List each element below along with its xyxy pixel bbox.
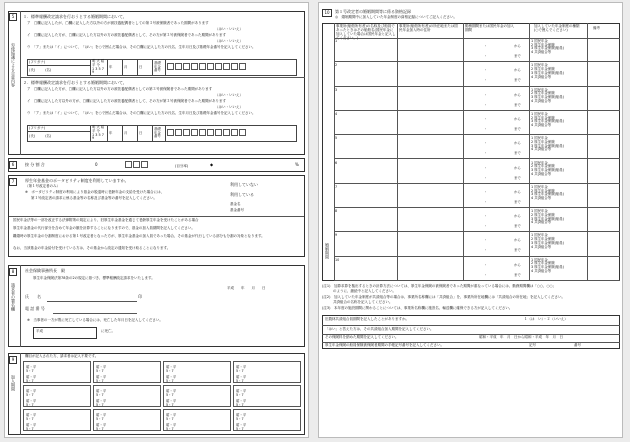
period-era-from: 昭・平 xyxy=(26,413,37,417)
footer-q3-range[interactable]: 昭和・平成 年 月 日から昭和・平成 年 月 日 xyxy=(479,335,563,339)
record-plan-options[interactable]: 1 国民年金 2 厚生年金保険 3 厚生年金保険(船員) 4 共済組合等 xyxy=(531,111,565,128)
section-8-side-label: 請求者の署名欄 xyxy=(11,283,16,311)
period-code-from: 5・7 xyxy=(236,393,244,397)
period-cell[interactable] xyxy=(93,361,161,383)
period-code-from: 5・7 xyxy=(96,369,104,373)
record-to-label: まで xyxy=(514,175,521,180)
period-code-to: 5・7 xyxy=(96,379,104,383)
section-6-box xyxy=(8,158,305,172)
period-era-to: 昭・平 xyxy=(166,423,177,427)
year-cell[interactable]: 年 xyxy=(108,60,123,76)
record-row-number: 9 xyxy=(335,233,338,238)
portability-option-yes[interactable]: 利用している xyxy=(230,192,254,197)
record-row[interactable] xyxy=(334,135,620,159)
record-to-dot: ・ xyxy=(484,199,488,204)
section-10-title: 第１号改定者の婚姻期間等に係る資格記録 xyxy=(335,9,411,14)
person-table-2 xyxy=(27,125,297,142)
name-cell[interactable]: (氏) (名) xyxy=(28,132,91,142)
record-plan-options[interactable]: 1 国民年金 2 厚生年金保険 3 厚生年金保険(船員) 4 共済組合等 xyxy=(531,87,565,103)
portability-note-1: ※ ポータビリティ制度の利用により基金の脱退時に老齢年金の支給を受けた場合には、 xyxy=(25,190,165,194)
period-cell[interactable] xyxy=(233,409,301,431)
period-era-from: 昭・平 xyxy=(236,365,247,369)
period-cell[interactable] xyxy=(163,409,231,431)
period-cell[interactable] xyxy=(23,361,91,383)
seal-mark: 印 xyxy=(138,294,142,299)
record-to-label: まで xyxy=(514,272,521,277)
period-code-from: 5・7 xyxy=(26,393,34,397)
period-cell[interactable] xyxy=(93,409,161,431)
period-era-to: 昭・平 xyxy=(26,399,37,403)
footnote-2b: 共済組合の名称を記入してください。 xyxy=(333,300,393,304)
period-code-to: 5・7 xyxy=(236,379,244,383)
section-5-side-label: 労使協議による合意内容 xyxy=(11,43,16,87)
month-cell[interactable]: 月 xyxy=(123,60,138,76)
death-note: ※ 当事者の一方が既に死亡している場合には、死亡した年月日を記入してください。 xyxy=(27,318,163,322)
left-page xyxy=(4,2,309,438)
footer-q3: その保険料を納めた期間を記入してください。 xyxy=(325,335,399,339)
period-code-to: 5・7 xyxy=(96,403,104,407)
record-row[interactable] xyxy=(334,257,620,281)
period-cell[interactable] xyxy=(233,385,301,407)
period-code-to: 5・7 xyxy=(166,427,174,431)
record-to-label: まで xyxy=(514,126,521,131)
record-row[interactable] xyxy=(334,62,620,86)
period-cell[interactable] xyxy=(23,409,91,431)
record-to-label: まで xyxy=(514,224,521,229)
record-from-dot: ・ xyxy=(484,141,488,146)
period-era-from: 昭・平 xyxy=(26,365,37,369)
period-era-from: 昭・平 xyxy=(96,365,107,369)
col-header-company: 事業所(船舶所有者)の名称及び船員であったときはその船舶名(国民年金に加入していた場合は国民年金と記入してください。) xyxy=(336,24,396,40)
record-from-dot: ・ xyxy=(484,214,488,219)
portability-option-no[interactable]: 利用していない xyxy=(230,182,258,187)
office-addressee: 社会保険事務所長 殿 xyxy=(25,268,65,273)
section-7-tag: 7 xyxy=(9,178,17,186)
period-era-from: 昭・平 xyxy=(166,365,177,369)
period-era-to: 昭・平 xyxy=(236,375,247,379)
q2-a: ア □欄に記入した方が、□欄に記入した方以外の方の被扶養配偶者としての第３号被保険者であった期間があります xyxy=(27,87,213,91)
period-code-from: 5・7 xyxy=(166,417,174,421)
section-9-tag: 9 xyxy=(9,356,17,364)
portability-para-2: 厚生年金基金の代行部分を含めて年金の額を計算することになりますので、基金の加入員期間を記入してください。 xyxy=(13,226,195,230)
footer-q4-number[interactable]: 番号 xyxy=(574,343,581,347)
period-era-from: 昭・平 xyxy=(26,389,37,393)
period-code-from: 5・7 xyxy=(166,369,174,373)
period-era-from: 昭・平 xyxy=(236,413,247,417)
period-era-from: 昭・平 xyxy=(166,389,177,393)
record-row-number: 2 xyxy=(335,63,338,68)
q2-c: ウ 「ア」または「イ」について、「はい」を○で囲んだ場合は、その□欄に記入した方の氏名、生年月日及び基礎年金番号を記入してください。 xyxy=(27,111,256,115)
record-row[interactable] xyxy=(334,208,620,232)
phone-label: 電 話 番 号 xyxy=(25,306,45,311)
col-header-plan: 加入していた年金制度の種類(○で囲んでください) xyxy=(534,24,580,32)
split-ratio-mark: ◆ xyxy=(210,162,214,167)
day-cell[interactable]: 日 xyxy=(138,126,153,142)
record-from-label: から xyxy=(514,189,521,194)
portability-note-2: 第１号改定者の請求に係る基金等の名称及び基金等の番号を記入してください。 xyxy=(31,196,157,200)
split-ratio-field[interactable] xyxy=(125,161,149,169)
period-era-to: 昭・平 xyxy=(96,423,107,427)
period-code-to: 5・7 xyxy=(166,403,174,407)
period-code-from: 5・7 xyxy=(236,369,244,373)
sign-date[interactable]: 平成 年 月 日 xyxy=(227,286,266,290)
period-era-from: 昭・平 xyxy=(96,389,107,393)
record-row-number: 6 xyxy=(335,160,338,165)
section-10-tag: 10 xyxy=(322,9,332,17)
footnote-1b: のように、継続中と記入してください。 xyxy=(333,289,396,293)
record-row-number: 5 xyxy=(335,136,338,141)
footer-q2: 「はい」と答えた方は、その共済組合加入期間を記入してください。 xyxy=(325,327,434,331)
period-era-to: 昭・平 xyxy=(236,399,247,403)
period-era-to: 昭・平 xyxy=(26,375,37,379)
record-from-dot: ・ xyxy=(484,116,488,121)
record-from-dot: ・ xyxy=(484,44,488,48)
record-row[interactable] xyxy=(334,160,620,184)
record-row-number: 10 xyxy=(335,257,340,262)
footnote-3: (注3) 本年度の施設期間に関わることについては、事業所名称欄に施設名、輸送欄に確保できる方が記入してください。 xyxy=(322,306,513,310)
record-plan-options[interactable]: 1 国民年金 2 厚生年金保険 3 厚生年金保険(船員) 4 共済組合等 xyxy=(531,233,565,249)
period-code-to: 5・7 xyxy=(26,403,34,407)
death-suffix: に死亡。 xyxy=(101,329,115,333)
split-ratio-zero: 0 xyxy=(95,162,98,167)
record-to-dot: ・ xyxy=(484,102,488,107)
record-to-dot: ・ xyxy=(484,126,488,131)
record-row[interactable] xyxy=(334,111,620,135)
declaration: 厚生年金保険法第78条の2の規定に基づき、標準報酬改定請求をいたします。 xyxy=(33,276,155,280)
col-header-address: 事業所(船舶所有者)の所在地または国民年金加入時の住所 xyxy=(399,24,458,32)
records-rows xyxy=(334,38,620,281)
period-cell[interactable] xyxy=(93,385,161,407)
q1-a: ア □欄に記入したが、□欄に記入した方以外の方が被扶養配偶者としての第３号被保険者であった期間があります xyxy=(27,21,209,25)
q1-a-answer[interactable]: （はい・いいえ） xyxy=(215,27,243,31)
period-grid xyxy=(23,361,303,433)
section-6-tag: 6 xyxy=(9,161,17,169)
record-to-dot: ・ xyxy=(484,175,488,180)
record-row-number: 8 xyxy=(335,209,338,214)
record-from-label: から xyxy=(514,165,521,170)
record-to-label: まで xyxy=(514,78,521,83)
col-header-note: 備考 xyxy=(593,26,600,30)
year-cell[interactable]: 年 xyxy=(108,126,123,142)
footer-q4: 厚生年金保険の船員保険被保険者期間の手帳記号番号を記入してください。 xyxy=(325,343,444,347)
record-row-number: 3 xyxy=(335,87,338,92)
record-from-label: から xyxy=(514,214,521,219)
era-cell: 明 大 昭 平 令 1 3 5 7 9 xyxy=(91,126,108,142)
record-to-dot: ・ xyxy=(484,54,488,58)
record-to-label: まで xyxy=(514,248,521,253)
fund-number-label: 基金番号 xyxy=(230,208,244,212)
record-from-label: から xyxy=(514,141,521,146)
period-era-to: 昭・平 xyxy=(96,399,107,403)
footer-q1-answer[interactable]: １（は い）・２（いいえ） xyxy=(524,317,568,321)
record-plan-options[interactable]: 1 国民年金 2 厚生年金保険 3 厚生年金保険(船員) 4 共済組合等 xyxy=(531,39,565,55)
period-cell[interactable] xyxy=(163,385,231,407)
q2-intro: ２．標準報酬改定請求を行おうとする婚姻期間において、 xyxy=(23,80,127,85)
kiso-number-field[interactable] xyxy=(166,60,297,76)
period-code-from: 5・7 xyxy=(166,393,174,397)
record-from-dot: ・ xyxy=(484,262,488,267)
q2-b-answer[interactable]: （はい・いいえ） xyxy=(215,105,243,109)
period-era-to: 昭・平 xyxy=(26,423,37,427)
record-from-label: から xyxy=(514,68,521,73)
period-cell[interactable] xyxy=(163,361,231,383)
record-from-label: から xyxy=(514,92,521,97)
col-header-period: 勤務期間または国民年金の加入期間 xyxy=(465,24,514,32)
period-cell[interactable] xyxy=(233,361,301,383)
record-to-dot: ・ xyxy=(484,151,488,156)
record-row[interactable] xyxy=(334,232,620,256)
record-row-number: 1 xyxy=(335,39,338,43)
record-from-dot: ・ xyxy=(484,189,488,194)
record-from-label: から xyxy=(514,262,521,267)
record-from-label: から xyxy=(514,44,521,48)
split-ratio-label: 按 分 割 合 xyxy=(25,162,45,167)
period-era-to: 昭・平 xyxy=(236,423,247,427)
period-code-from: 5・7 xyxy=(26,369,34,373)
record-to-label: まで xyxy=(514,102,521,107)
record-plan-options[interactable]: 1 国民年金 2 厚生年金保険 3 厚生年金保険(船員) 4 共済組合等 xyxy=(531,63,565,79)
q2-a-answer[interactable]: （はい・いいえ） xyxy=(215,93,243,97)
day-cell[interactable]: 日 xyxy=(138,60,153,76)
period-code-to: 5・7 xyxy=(26,427,34,431)
section-5-tag: 5 xyxy=(9,13,17,21)
period-code-to: 5・7 xyxy=(236,427,244,431)
record-to-dot: ・ xyxy=(484,224,488,229)
q1-b: イ □欄に記入した方が、□欄に記入した方以外の方の被扶養配偶者として、その方が第３号被保険者であった期間があります xyxy=(27,33,227,37)
portability-para-3: 離婚時の厚生年金の分割制度における第１号改定者となった方が、厚生年金基金の加入員であった場合、その基金が代行している部分も分割の対象となります。 xyxy=(13,234,265,238)
record-to-label: まで xyxy=(514,54,521,58)
record-plan-options[interactable]: 1 国民年金 2 厚生年金保険 3 厚生年金保険(船員) 4 共済組合等 xyxy=(531,257,565,273)
period-code-to: 5・7 xyxy=(96,427,104,431)
record-plan-options[interactable]: 1 国民年金 2 厚生年金保険 3 厚生年金保険(船員) 4 共済組合等 xyxy=(531,136,565,152)
right-page xyxy=(318,2,623,438)
death-era: 平成 xyxy=(36,329,43,333)
record-row-number: 4 xyxy=(335,111,338,116)
portability-para-4: なお、当該基金の年金給付を受けている方は、その基金から改定の通知を受け取ることになります。 xyxy=(13,246,171,250)
record-from-dot: ・ xyxy=(484,92,488,97)
split-ratio-pct: % xyxy=(295,162,299,167)
period-era-from: 昭・平 xyxy=(166,413,177,417)
record-from-dot: ・ xyxy=(484,238,488,243)
section-9-header: 欄目が記入された方、請求者は記入不要です。 xyxy=(25,354,99,358)
record-row[interactable] xyxy=(334,184,620,208)
portability-para-1: 国民年金法等の一部を改正する法律附則の規定により、旧厚生年金基金を通じて老齢厚生年金を受けたことがある場合 xyxy=(13,218,199,222)
record-row[interactable] xyxy=(334,38,620,62)
record-row[interactable] xyxy=(334,87,620,111)
portability-sub: （第１号改定者のみ） xyxy=(25,184,60,188)
period-era-to: 昭・平 xyxy=(166,399,177,403)
period-era-from: 昭・平 xyxy=(96,413,107,417)
period-code-from: 5・7 xyxy=(96,393,104,397)
period-code-to: 5・7 xyxy=(236,403,244,407)
record-from-dot: ・ xyxy=(484,68,488,73)
record-from-dot: ・ xyxy=(484,165,488,170)
record-row-number: 7 xyxy=(335,184,338,189)
record-plan-options[interactable]: 1 国民年金 2 厚生年金保険 3 厚生年金保険(船員) 4 共済組合等 xyxy=(531,160,565,176)
section-10-sub: ◎ 婚姻期間中に加入していた年金制度の資格記録についてご記入ください。 xyxy=(335,15,457,19)
portability-question: 厚生年金基金のポータビリティ制度を利用していますか。 xyxy=(25,178,129,183)
era-cell: 明 大 昭 平 令 1 3 5 7 9 xyxy=(91,60,108,76)
q1-c: ウ 「ア」または「イ」について、「はい」を○で囲んだ場合は、その□欄に記入した方の氏名、生年月日及び基礎年金番号を記入してください。 xyxy=(27,45,256,49)
split-ratio-unit: (百分率) xyxy=(175,164,189,168)
footnote-2: (注2) 加入していた年金制度が共済組合等の場合は、事業所名称欄には「共済組合」を、事業所所在地欄には「共済組合の所在地」を記入してください。 xyxy=(322,295,565,299)
period-code-from: 5・7 xyxy=(26,417,34,421)
record-to-dot: ・ xyxy=(484,272,488,277)
name-label: 氏 名 xyxy=(25,294,41,299)
period-code-to: 5・7 xyxy=(26,379,34,383)
kiso-label: 基礎年金番号 xyxy=(153,126,166,142)
record-to-dot: ・ xyxy=(484,78,488,83)
period-era-to: 昭・平 xyxy=(166,375,177,379)
period-cell[interactable] xyxy=(23,385,91,407)
q1-intro: １．標準報酬改定請求を行おうとする婚姻期間において、 xyxy=(23,14,127,19)
period-era-from: 昭・平 xyxy=(236,389,247,393)
q1-b-answer[interactable]: （はい・いいえ） xyxy=(215,39,243,43)
records-side-label: 婚姻期間 xyxy=(325,243,330,259)
name-cell[interactable]: (氏) (名) xyxy=(28,66,91,76)
record-to-label: まで xyxy=(514,199,521,204)
kiso-number-field[interactable] xyxy=(166,126,297,142)
section-8-tag: 8 xyxy=(9,268,17,276)
footer-q1: 旧農林共済組合員期間を記入したことがありますか。 xyxy=(325,317,409,321)
record-from-label: から xyxy=(514,116,521,121)
period-code-from: 5・7 xyxy=(96,417,104,421)
person-table-1 xyxy=(27,59,297,76)
kiso-label: 基礎年金番号 xyxy=(153,60,166,76)
fund-name-label: 基金名 xyxy=(230,202,241,206)
period-code-to: 5・7 xyxy=(166,379,174,383)
period-code-from: 5・7 xyxy=(236,417,244,421)
q2-b: イ □欄に記入した方以外の方が、□欄に記入した方の被扶養配偶者として、その方が第３号被保険者であった期間があります xyxy=(27,99,227,103)
record-to-label: まで xyxy=(514,151,521,156)
record-plan-options[interactable]: 1 国民年金 2 厚生年金保険 3 厚生年金保険(船員) 4 共済組合等 xyxy=(531,209,565,225)
furigana-label: (フリガナ) xyxy=(28,60,91,66)
furigana-label: (フリガナ) xyxy=(28,126,91,132)
record-to-dot: ・ xyxy=(484,248,488,253)
record-plan-options[interactable]: 1 国民年金 2 厚生年金保険 3 厚生年金保険(船員) 4 共済組合等 xyxy=(531,184,565,200)
record-from-label: から xyxy=(514,238,521,243)
section-9-side-label: 加入期間 xyxy=(11,375,16,391)
month-cell[interactable]: 月 xyxy=(123,126,138,142)
footnote-1: (注1) 加算求算を拠出するときの計算方法については、厚生年金保険の被保険者であった期間が重なっている場合には、勤務期間欄は「○○、○○」 xyxy=(322,284,557,288)
footer-q4-symbol[interactable]: 記号 xyxy=(529,343,536,347)
period-era-to: 昭・平 xyxy=(96,375,107,379)
